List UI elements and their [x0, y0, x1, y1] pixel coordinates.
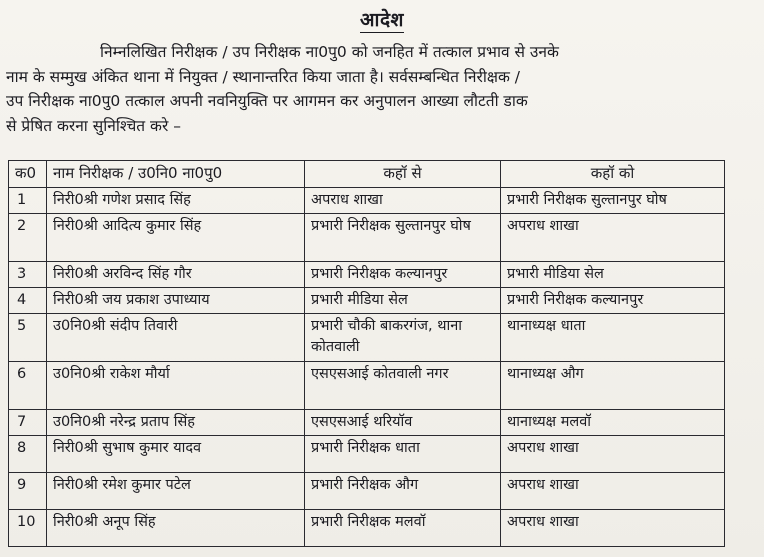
cell-to: प्रभारी निरीक्षक कल्यानपुर [501, 288, 725, 314]
table-row [9, 473, 725, 510]
cell-from: प्रभारी चौकी बाकरगंज, थाना कोतवाली [305, 314, 501, 362]
cell-to: थानाध्यक्ष मलवॉ [501, 410, 725, 436]
cell-to: थानाध्यक्ष धाता [501, 314, 725, 362]
document-title-text: आदेश [360, 9, 404, 31]
header-serial: क0 [9, 161, 47, 188]
table-row [9, 510, 725, 547]
table-row [9, 288, 725, 314]
cell-name: निरी0श्री आदित्य कुमार सिंह [47, 214, 305, 262]
cell-to: अपराध शाखा [501, 214, 725, 262]
paragraph-line: उप निरीक्षक ना0पु0 तत्काल अपनी नवनियुक्ति पर आगमन कर अनुपालन आख्या लौटती डाक [6, 92, 528, 110]
order-paragraph [6, 40, 754, 138]
paragraph-line: निम्नलिखित निरीक्षक / उप निरीक्षक ना0पु0 को जनहित में तत्काल प्रभाव से उनके [100, 43, 559, 61]
cell-name: निरी0श्री गणेश प्रसाद सिंह [47, 188, 305, 214]
document-title [0, 6, 764, 32]
cell-to: अपराध शाखा [501, 510, 725, 547]
cell-to: अपराध शाखा [501, 436, 725, 473]
table-row [9, 436, 725, 473]
cell-name: निरी0श्री अरविन्द सिंह गौर [47, 262, 305, 288]
cell-name: उ0नि0श्री राकेश मौर्या [47, 362, 305, 410]
table-header-row [9, 161, 725, 188]
cell-from: प्रभारी निरीक्षक मलवॉ [305, 510, 501, 547]
header-from: कहॉ से [305, 161, 501, 188]
cell-name: उ0नि0श्री नरेन्द्र प्रताप सिंह [47, 410, 305, 436]
table-row [9, 214, 725, 262]
cell-from: प्रभारी निरीक्षक कल्यानपुर [305, 262, 501, 288]
cell-serial: 5 [9, 314, 47, 362]
cell-name: उ0नि0श्री संदीप तिवारी [47, 314, 305, 362]
cell-from: एसएसआई कोतवाली नगर [305, 362, 501, 410]
cell-name: निरी0श्री रमेश कुमार पटेल [47, 473, 305, 510]
cell-name: निरी0श्री सुभाष कुमार यादव [47, 436, 305, 473]
cell-serial: 2 [9, 214, 47, 262]
cell-from: प्रभारी निरीक्षक धाता [305, 436, 501, 473]
cell-from: प्रभारी मीडिया सेल [305, 288, 501, 314]
cell-serial: 1 [9, 188, 47, 214]
table-row [9, 410, 725, 436]
cell-from: अपराध शाखा [305, 188, 501, 214]
header-name: नाम निरीक्षक / उ0नि0 ना0पु0 [47, 161, 305, 188]
paragraph-line: नाम के सम्मुख अंकित थाना में नियुक्त / स्थानान्तरित किया जाता है। सर्वसम्बन्धित निरीक्षक / [6, 67, 520, 86]
cell-serial: 4 [9, 288, 47, 314]
table-row [9, 262, 725, 288]
paragraph-line: से प्रेषित करना सुनिश्चित करे – [6, 116, 181, 135]
cell-from: एसएसआई थरियॉव [305, 410, 501, 436]
cell-serial: 7 [9, 410, 47, 436]
cell-serial: 10 [9, 510, 47, 547]
cell-to: प्रभारी मीडिया सेल [501, 262, 725, 288]
transfer-table [8, 160, 725, 547]
cell-from: प्रभारी निरीक्षक औग [305, 473, 501, 510]
cell-name: निरी0श्री अनूप सिंह [47, 510, 305, 547]
header-to: कहॉ को [501, 161, 725, 188]
cell-to: प्रभारी निरीक्षक सुल्तानपुर घोष [501, 188, 725, 214]
table-row [9, 188, 725, 214]
table-row [9, 362, 725, 410]
cell-name: निरी0श्री जय प्रकाश उपाध्याय [47, 288, 305, 314]
cell-from: प्रभारी निरीक्षक सुल्तानपुर घोष [305, 214, 501, 262]
cell-serial: 8 [9, 436, 47, 473]
cell-serial: 6 [9, 362, 47, 410]
cell-to: थानाध्यक्ष औग [501, 362, 725, 410]
cell-serial: 3 [9, 262, 47, 288]
cell-serial: 9 [9, 473, 47, 510]
cell-to: अपराध शाखा [501, 473, 725, 510]
table-row [9, 314, 725, 362]
